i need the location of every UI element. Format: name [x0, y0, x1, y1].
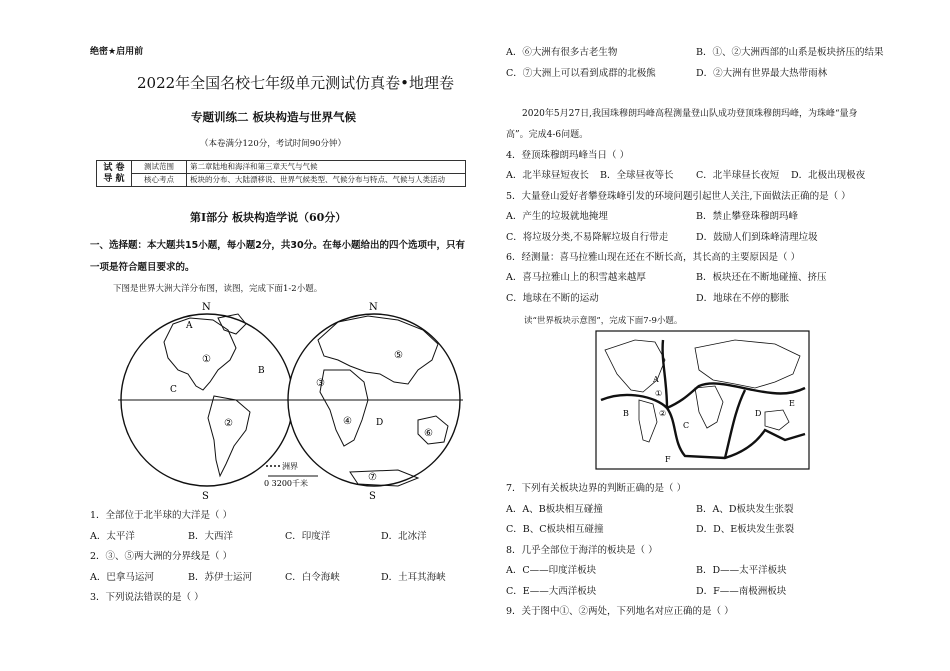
map-label-d: D	[376, 418, 384, 428]
q5-option-c: C．将垃圾分类,不易降解垃圾自行带走	[506, 232, 669, 243]
question-6: 6．经测量：喜马拉雅山现在还在不断长高，其长高的主要原因是（ ）	[506, 252, 801, 263]
q1-option-a: A．太平洋	[90, 531, 135, 542]
plate-label-c: C	[683, 421, 690, 430]
map-scale-label: 0 3200千米	[264, 479, 308, 488]
question-9: 9．关于图中①、②两处，下列地名对应正确的是（ ）	[506, 606, 734, 617]
section-intro-line1: 一、选择题：本大题共15小题，每小题2分，共30分。在每小题给出的四个选项中，只有	[90, 240, 466, 251]
q1-option-d: D．北冰洋	[381, 531, 427, 542]
q2-option-c: C．白令海峡	[285, 572, 340, 583]
q3-option-d: D．②大洲有世界最大热带雨林	[696, 68, 828, 79]
q4-option-a: A．北半球昼短夜长	[506, 170, 589, 181]
q7-option-d: D．D、E板块发生张裂	[696, 524, 795, 535]
world-continents-map	[118, 300, 463, 500]
q6-option-a: A．喜马拉雅山上的积雪越来越厚	[506, 272, 646, 283]
exam-info: （本卷满分120分，考试时间90分钟）	[200, 139, 347, 149]
q4-option-b: B．全球昼夜等长	[600, 170, 674, 181]
map-label-continent-6: ⑥	[424, 428, 433, 439]
plate-label-d: D	[755, 409, 762, 418]
part1-title: 第Ⅰ部分 板块构造学说（60分）	[190, 211, 347, 224]
page-title: 2022年全国名校七年级单元测试仿真卷•地理卷	[137, 74, 455, 92]
map-label-s2: S	[369, 491, 376, 500]
question-2: 2．③、⑤两大洲的分界线是（ ）	[90, 551, 233, 562]
map-label-b: B	[258, 366, 265, 376]
world-plate-map	[595, 330, 810, 470]
plate-map-frame	[596, 331, 809, 469]
map-label-s1: S	[202, 491, 209, 500]
guide-key: 核心考点	[132, 174, 187, 187]
plate-label-a: A	[653, 375, 659, 384]
guide-value: 板块的分布、大陆漂移说、世界气候类型、气候分布与特点、气候与人类活动	[187, 174, 466, 187]
question-7: 7．下列有关板块边界的判断正确的是（ ）	[506, 483, 687, 494]
map-label-continent-7: ⑦	[368, 472, 377, 483]
q2-option-a: A．巴拿马运河	[90, 572, 154, 583]
question-8: 8．几乎全部位于海洋的板块是（ ）	[506, 545, 658, 556]
map-label-n1: N	[202, 302, 211, 313]
q2-option-b: B．苏伊士运河	[188, 572, 252, 583]
question-4: 4．登顶珠穆朗玛峰当日（ ）	[506, 150, 630, 161]
plate-label-e: E	[789, 399, 795, 408]
q8-option-c: C．E——大西洋板块	[506, 586, 597, 597]
q5-option-a: A．产生的垃圾就地掩埋	[506, 211, 608, 222]
map-label-a: A	[186, 321, 193, 331]
q6-option-b: B．板块还在不断地碰撞、挤压	[696, 272, 827, 283]
subtitle: 专题训练二 板块构造与世界气候	[191, 110, 357, 124]
map-label-n2: N	[369, 302, 378, 313]
plate-label-point-2: ②	[659, 409, 667, 418]
q6-option-d: D．地球在不停的膨胀	[696, 293, 790, 304]
q6-option-c: C．地球在不断的运动	[506, 293, 599, 304]
q8-option-b: B．D——太平洋板块	[696, 565, 787, 576]
q3-option-c: C．⑦大洲上可以看到成群的北极熊	[506, 68, 656, 79]
map-intro: 下图是世界大洲大洋分布图，读图，完成下面1-2小题。	[113, 284, 323, 294]
q7-option-c: C．B、C板块相互碰撞	[506, 524, 604, 535]
news-line1: 2020年5月27日,我国珠穆朗玛峰高程测量登山队成功登顶珠穆朗玛峰，为珠峰“量身	[522, 109, 858, 119]
confidential-mark: 绝密★启用前	[90, 47, 144, 57]
q8-option-d: D．F——南极洲板块	[696, 586, 787, 597]
map-label-continent-3: ③	[316, 378, 325, 389]
q4-option-c: C．北半球昼长夜短	[696, 170, 780, 181]
q5-option-b: B．禁止攀登珠穆朗玛峰	[696, 211, 798, 222]
plate-label-b: B	[623, 409, 629, 418]
q1-option-c: C．印度洋	[285, 531, 331, 542]
guide-key: 测试范围	[132, 161, 187, 174]
plate-label-point-1: ①	[655, 389, 663, 398]
map-label-continent-5: ⑤	[394, 350, 403, 361]
guide-label: 试 卷 导 航	[97, 161, 132, 187]
question-5: 5．大量登山爱好者攀登珠峰引发的环境问题引起世人关注,下面做法正确的是（ ）	[506, 191, 851, 202]
q7-option-a: A．A、B板块相互碰撞	[506, 504, 603, 515]
map-label-c: C	[170, 385, 177, 395]
map-label-continent-4: ④	[343, 416, 352, 427]
q2-option-d: D．土耳其海峡	[381, 572, 446, 583]
map-label-continent-2: ②	[224, 418, 233, 429]
section-intro-line2: 一项是符合题目要求的。	[90, 262, 195, 273]
q3-option-b: B．①、②大洲西部的山系是板块挤压的结果	[696, 47, 884, 58]
q7-option-b: B．A、D板块发生张裂	[696, 504, 794, 515]
question-1: 1．全部位于北半球的大洋是（ ）	[90, 510, 233, 521]
q4-option-d: D．北极出现极夜	[791, 170, 866, 181]
q1-option-b: B．大西洋	[188, 531, 233, 542]
plate-intro: 读“世界板块示意图”，完成下面7-9小题。	[524, 316, 683, 326]
map-label-continent-1: ①	[202, 354, 211, 365]
map-legend-label: 洲界	[282, 462, 298, 471]
guide-value: 第二章陆地和海洋和第三章天气与气候	[187, 161, 466, 174]
guide-table	[96, 160, 466, 187]
question-3: 3．下列说法错误的是（ ）	[90, 592, 204, 603]
q5-option-d: D．鼓励人们到珠峰清理垃圾	[696, 232, 818, 243]
plate-label-f: F	[665, 455, 671, 464]
news-line2: 高”。完成4-6问题。	[506, 130, 589, 140]
q3-option-a: A．⑥大洲有很多古老生物	[506, 47, 618, 58]
q8-option-a: A．C——印度洋板块	[506, 565, 597, 576]
